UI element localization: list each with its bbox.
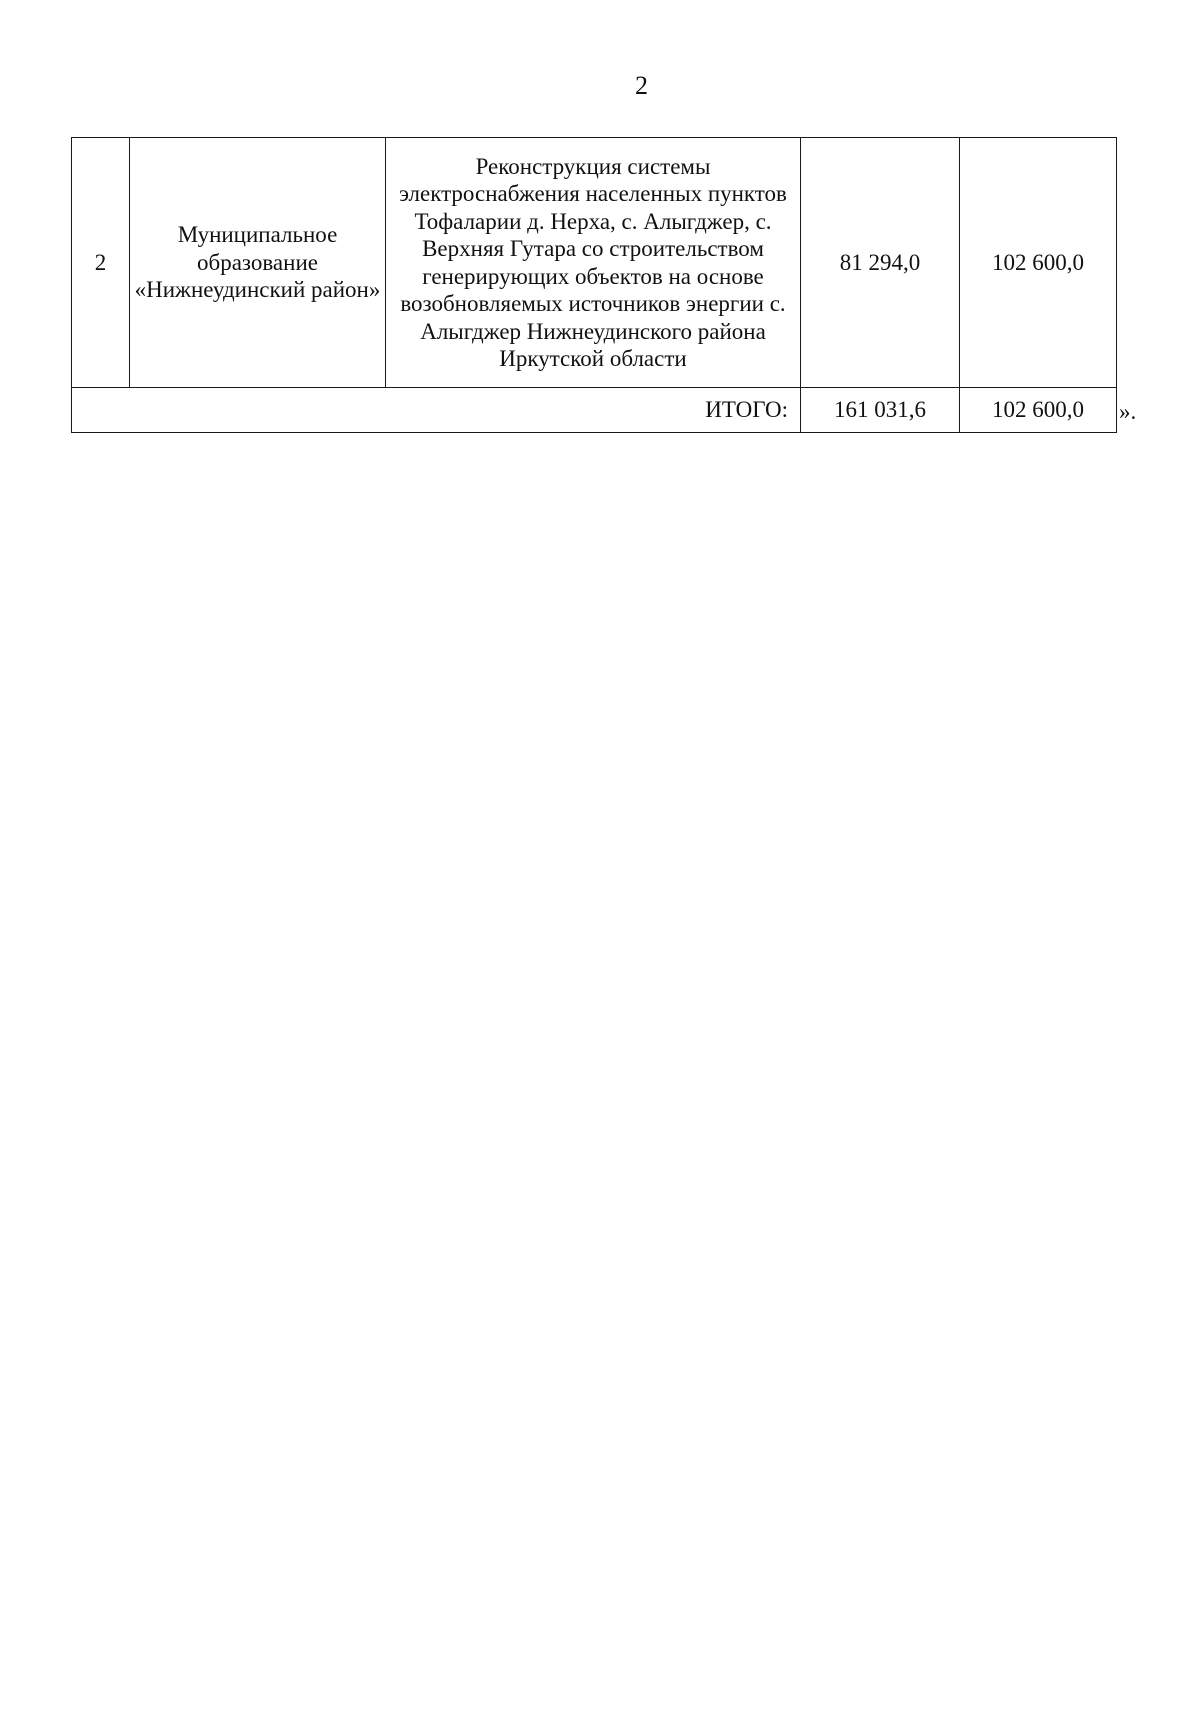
table-row (72, 138, 1117, 388)
amount-cell-2: 102 600,0 (960, 138, 1117, 388)
total-amount-1: 161 031,6 (801, 388, 960, 433)
total-label: ИТОГО: (72, 388, 801, 433)
page-number: 2 (635, 71, 648, 100)
amount-cell-1: 81 294,0 (801, 138, 960, 388)
municipality-cell (130, 138, 386, 388)
allocation-table (71, 137, 1117, 433)
row-number-cell: 2 (72, 138, 130, 388)
object-cell (386, 138, 801, 388)
total-amount-2: 102 600,0 (960, 388, 1117, 433)
closing-quote-mark: ». (1119, 399, 1137, 424)
municipality-name: Муниципальное образование «Нижнеудинский район» (134, 222, 381, 303)
total-row (72, 388, 1117, 433)
object-description: Реконструкция системы электроснабжения населенных пунктов Тофаларии д. Нерха, с. Алыгджер, с. Верхняя Гутара со строительством генерирующих объектов на основе возобновляемых источников энергии с. Алыгджер Нижнеудинского района Иркутской области (399, 153, 787, 371)
